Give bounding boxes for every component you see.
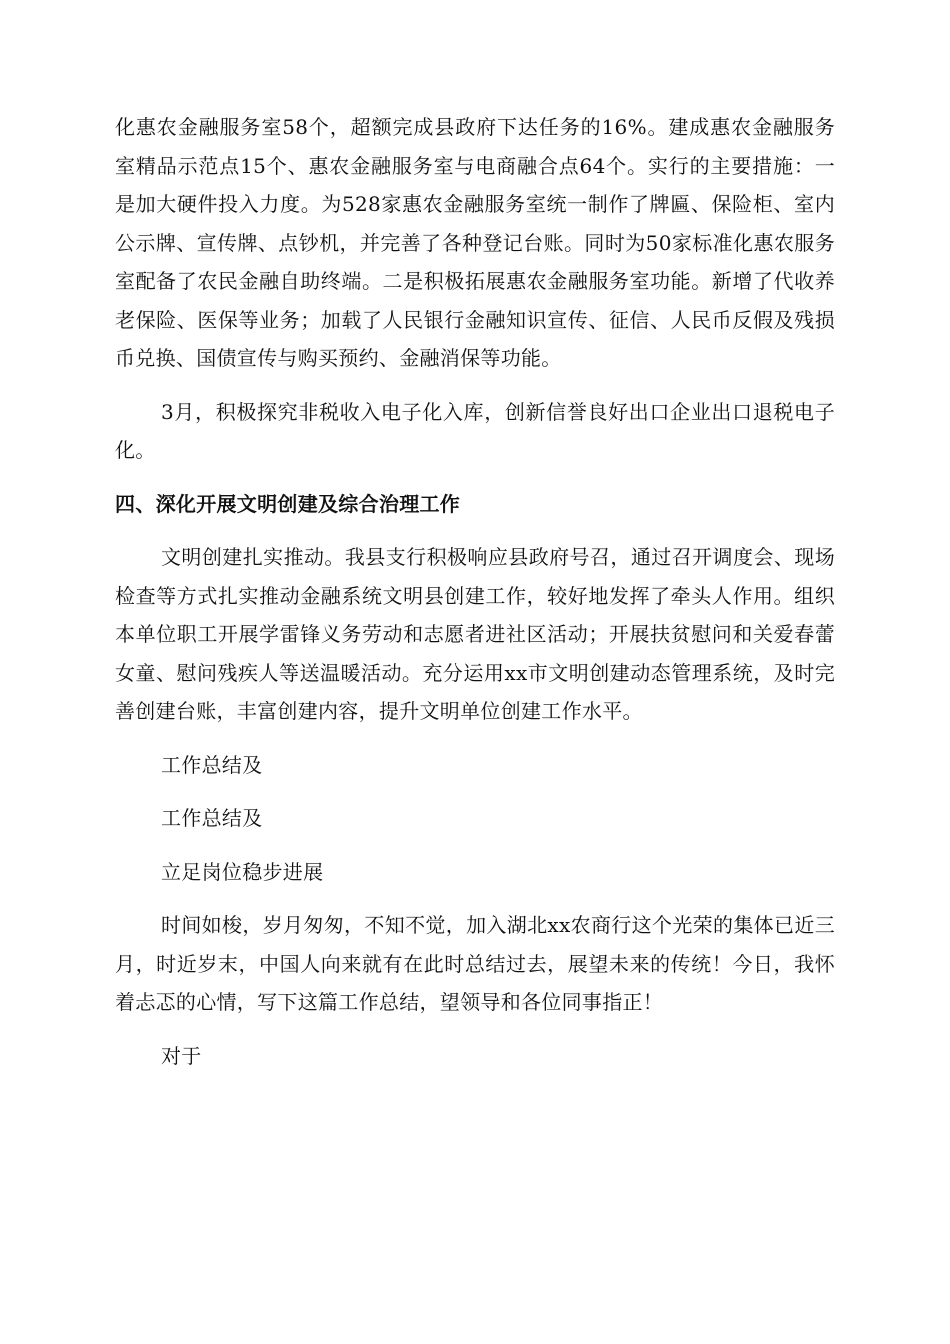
- document-page: [115, 108, 835, 1075]
- body-paragraph: 工作总结及: [161, 806, 263, 830]
- body-paragraph: 工作总结及: [161, 752, 263, 777]
- body-paragraph: 文明创建扎实推动。我县支行积极响应县政府号召，通过召开调度会、现场检查等方式扎实推动金融系统文明县创建工作，较好地发挥了牵头人作用。组织本单位职工开展学雷锋义务劳动和志愿者进社区活动；开展扶贫慰问和关爱春蕾女童、慰问残疾人等送温暖活动。充分运用xx市文明创建动态管理系统，及时完善创建台账，丰富创建内容，提升文明单位创建工作水平。: [115, 545, 835, 723]
- body-paragraph: 3月，积极探究非税收入电子化入库，创新信誉良好出口企业出口退税电子化。: [115, 399, 835, 462]
- section-heading: 四、深化开展文明创建及综合治理工作: [115, 491, 461, 516]
- body-paragraph: 时间如梭，岁月匆匆，不知不觉，加入湖北xx农商行这个光荣的集体已近三月，时近岁末，中国人向来就有在此时总结过去，展望未来的传统！今日，我怀着忐忑的心情，写下这篇工作总结，望领导和各位同事指正！: [115, 913, 835, 1014]
- body-paragraph: 对于: [161, 1043, 202, 1068]
- body-paragraph: 立足岗位稳步进展: [161, 859, 324, 884]
- body-paragraph: 化惠农金融服务室58个，超额完成县政府下达任务的16%。建成惠农金融服务室精品示范点15个、惠农金融服务室与电商融合点64个。实行的主要措施：一是加大硬件投入力度。为528家惠农金融服务室统一制作了牌匾、保险柜、室内公示牌、宣传牌、点钞机，并完善了各种登记台账。同时为50家标准化惠农服务室配备了农民金融自助终端。二是积极拓展惠农金融服务室功能。新增了代收养老保险、医保等业务；加载了人民银行金融知识宣传、征信、人民币反假及残损币兑换、国债宣传与购买预约、金融消保等功能。: [115, 115, 835, 370]
